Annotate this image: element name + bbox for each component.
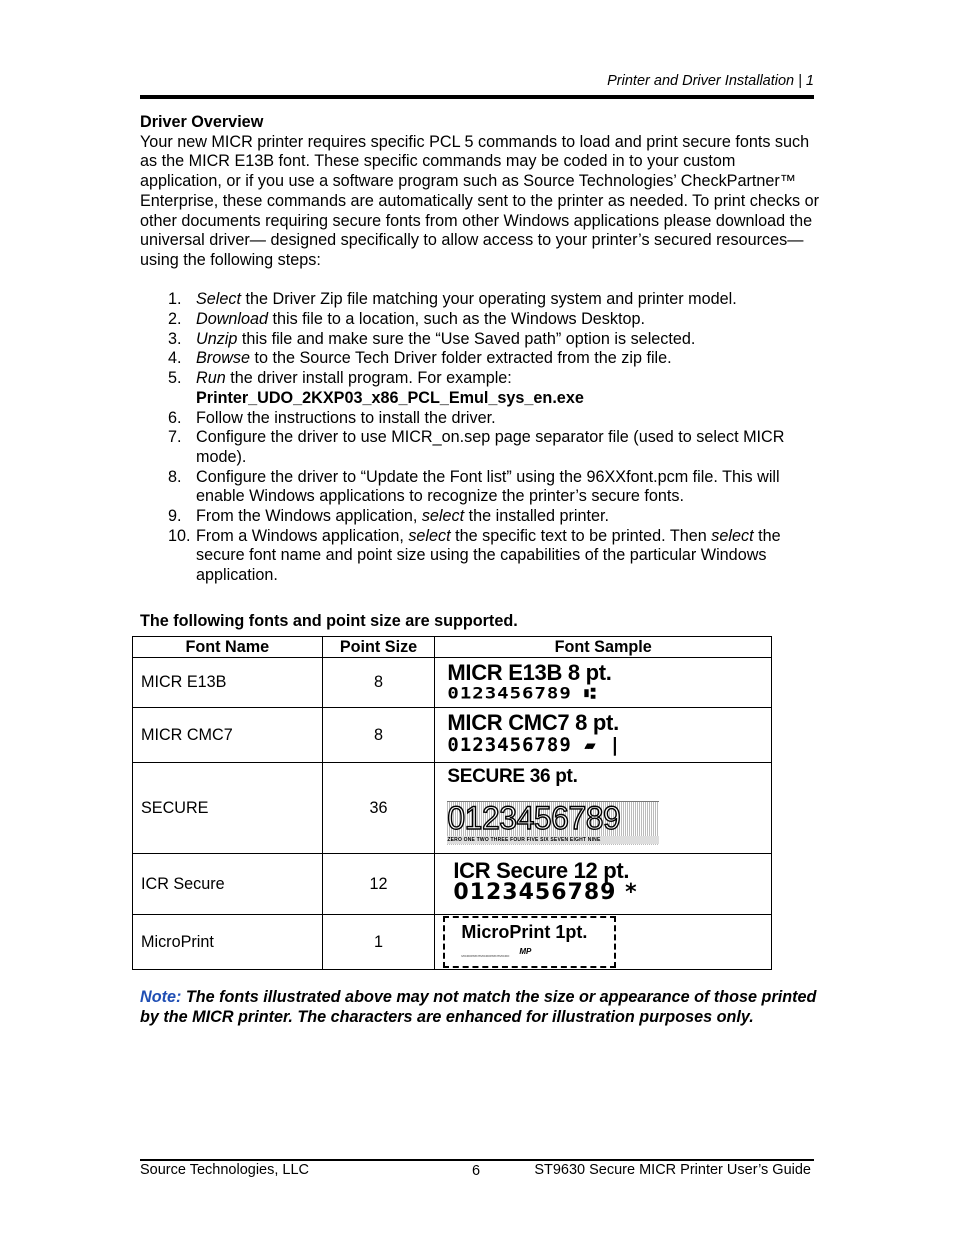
step-emphasis: select (421, 507, 465, 526)
font-sample-cell (435, 915, 772, 970)
font-sample-cell (435, 658, 772, 708)
step-number: 2. (168, 310, 182, 329)
step-number: 6. (168, 408, 182, 427)
list-item (140, 310, 820, 330)
fonts-table (132, 636, 772, 970)
list-item (140, 290, 820, 310)
step-number: 9. (168, 507, 182, 526)
footer-guide-title: ST9630 Secure MICR Printer User’s Guide (534, 1162, 811, 1178)
step-emphasis: select (408, 526, 451, 545)
step-number: 10. (168, 526, 191, 545)
step-number: 4. (168, 349, 182, 368)
fonts-table-caption: The following fonts and point size are supported. (140, 612, 518, 630)
header-rule (140, 95, 814, 99)
font-sample-cell (435, 854, 772, 915)
driver-filename: Printer_UDO_2KXP03_x86_PCL_Emul_sys_en.exe (196, 388, 584, 407)
table-header-row (133, 637, 772, 658)
step-number: 8. (168, 467, 182, 486)
sample-digits: 0123456789 ▰ | (447, 735, 771, 755)
step-emphasis: select (711, 526, 754, 545)
step-text: the installed printer. (464, 507, 609, 526)
sample-title: SECURE 36 pt. (447, 766, 578, 787)
step-text: Follow the instructions to install the driver. (196, 408, 496, 427)
font-sample-cell (435, 708, 772, 763)
step-number: 5. (168, 369, 182, 388)
font-name-cell: MicroPrint (133, 915, 323, 970)
sample-title: MICR CMC7 8 pt. (447, 710, 619, 735)
step-text: Configure the driver to “Update the Font list” using the 96XXfont.pcm file. This will enable Windows applications to recognize the printer’s secure fonts. (196, 467, 780, 506)
secure-sample-graphic (447, 801, 659, 845)
table-row (133, 763, 772, 854)
font-name-cell: MICR E13B (133, 658, 323, 708)
step-text: From the Windows application, (196, 507, 422, 526)
step-verb: Select (196, 290, 241, 309)
step-verb: Browse (196, 349, 250, 368)
step-verb: Download (196, 310, 268, 329)
sample-digits: 0123456789 (447, 800, 621, 836)
list-item (140, 428, 820, 467)
step-number: 1. (168, 290, 182, 309)
running-head: Printer and Driver Installation | 1 (607, 73, 814, 89)
install-steps (140, 290, 820, 586)
sample-digits: 0123456789 * (453, 880, 638, 905)
list-item (140, 468, 820, 507)
font-name-cell: SECURE (133, 763, 323, 854)
step-text: this file to a location, such as the Windows Desktop. (268, 310, 645, 329)
list-item (140, 409, 820, 429)
intro-paragraph: Your new MICR printer requires specific PCL 5 commands to load and print secure fonts such as the MICR E13B font. These specific commands may be coded in to your custom application, or if you use a software program such as Source Technologies’ CheckPartner™ Enterprise, these commands are automatically sent to the printer as needed. To print checks or other documents requiring secure fonts from other Windows applications please download the universal driver— designed specifically to allow access to your printer’s secured resources—using the following steps: (140, 132, 820, 269)
section-title: Driver Overview (140, 113, 264, 131)
microprint-sample-box (443, 916, 616, 968)
point-size-cell: 8 (322, 708, 435, 763)
list-item (140, 369, 820, 408)
column-header: Font Sample (435, 637, 772, 658)
microprint-mark: MP (519, 947, 532, 956)
font-name-cell: MICR CMC7 (133, 708, 323, 763)
point-size-cell: 8 (322, 658, 435, 708)
sample-title: MICR E13B 8 pt. (447, 660, 612, 685)
list-item (140, 527, 820, 586)
list-item (140, 349, 820, 369)
step-number: 3. (168, 329, 182, 348)
table-row (133, 658, 772, 708)
table-row (133, 915, 772, 970)
step-text: the driver install program. For example: (225, 369, 512, 388)
table-row (133, 708, 772, 763)
note-text: The fonts illustrated above may not match the size or appearance of those printed by the MICR printer. The characters are enhanced for illustration purposes only. (140, 988, 817, 1026)
font-name-cell: ICR Secure (133, 854, 323, 915)
sample-digits: 0123456789 ⑆ (447, 684, 597, 703)
point-size-cell: 36 (322, 763, 435, 854)
list-item (140, 330, 820, 350)
step-text: the secure font name and point size using the capabilities of the particular Windows application. (196, 526, 781, 585)
note-label: Note: (140, 988, 182, 1006)
column-header: Font Name (133, 637, 323, 658)
step-text: this file and make sure the “Use Saved path” option is selected. (237, 329, 696, 348)
column-header: Point Size (322, 637, 435, 658)
step-verb: Run (196, 369, 226, 388)
step-text: From a Windows application, (196, 526, 409, 545)
sample-words: ZERO ONE TWO THREE FOUR FIVE SIX SEVEN EIGHT NINE (447, 836, 659, 844)
font-sample-cell (435, 763, 772, 854)
microprint-fine-text: MICROPRINTMICROPRINTMICRO (461, 954, 510, 958)
step-number: 7. (168, 428, 182, 447)
page-number: 6 (472, 1163, 481, 1179)
main-content (140, 113, 820, 586)
point-size-cell: 1 (322, 915, 435, 970)
table-row (133, 854, 772, 915)
sample-title: MicroPrint 1pt. (461, 922, 588, 942)
note-paragraph (140, 988, 820, 1027)
sample-title: ICR Secure 12 pt. (453, 858, 630, 883)
step-text: to the Source Tech Driver folder extracted from the zip file. (249, 349, 672, 368)
step-text: Configure the driver to use MICR_on.sep page separator file (used to select MICR mode). (196, 428, 785, 466)
list-item (140, 507, 820, 527)
footer-company: Source Technologies, LLC (140, 1162, 310, 1178)
point-size-cell: 12 (322, 854, 435, 915)
step-verb: Unzip (196, 329, 238, 348)
footer-rule (140, 1159, 814, 1161)
step-text: the specific text to be printed. Then (450, 526, 712, 545)
step-text: the Driver Zip file matching your operating system and printer model. (241, 290, 737, 309)
